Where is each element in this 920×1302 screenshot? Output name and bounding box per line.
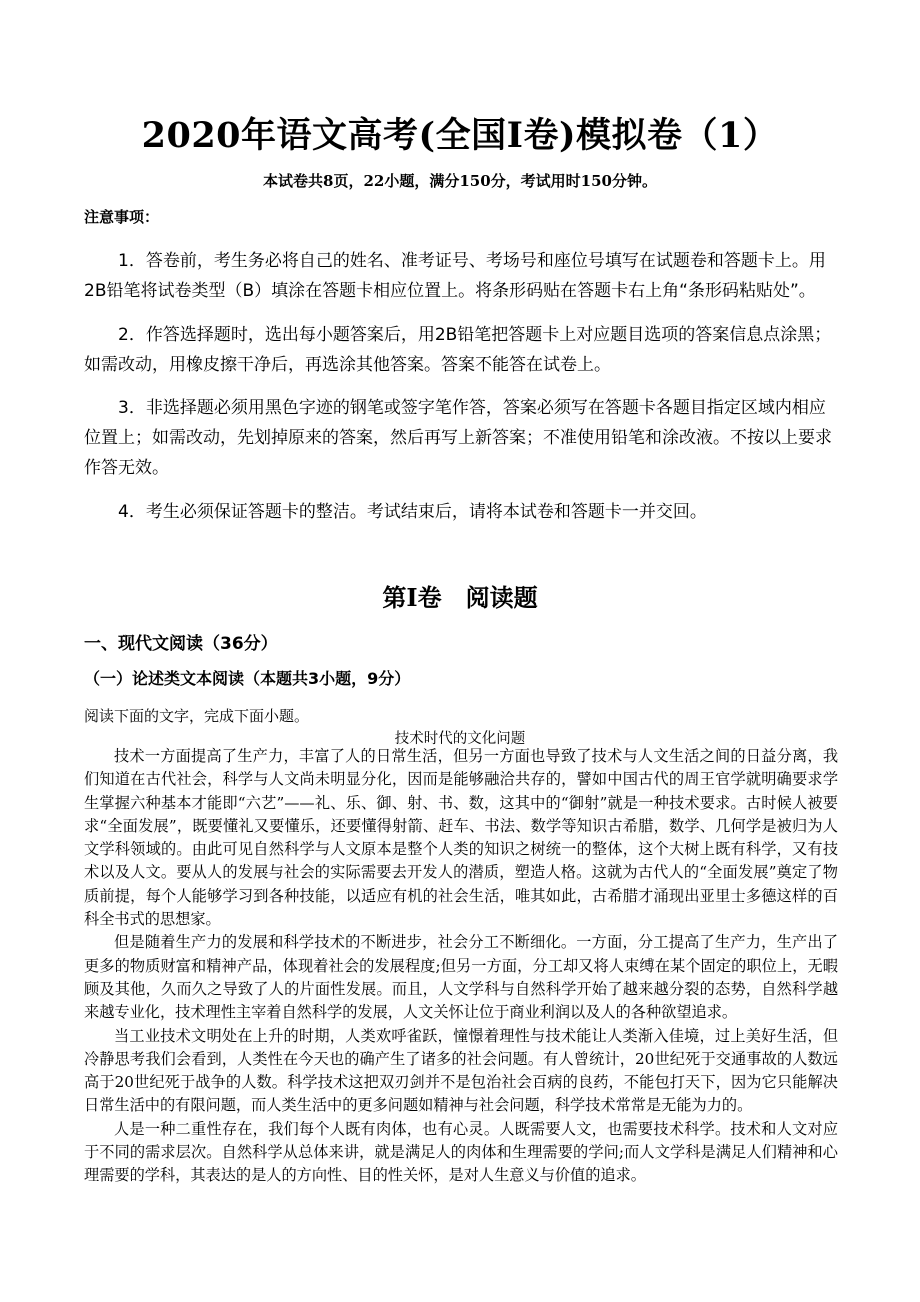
article-paragraph: 技术一方面提高了生产力，丰富了人的日常生活，但另一方面也导致了技术与人文生活之间的日益分离，我们知道在古代社会，科学与人文尚未明显分化，因而是能够融洽共存的，譬如中国古代的周王官学就明确要求学生掌握六种基本才能即“六艺”——礼、乐、御、射、书、数，这其中的“御射”就是一种技术要求。古时候人被要求“全面发展”，既要懂礼又要懂乐，还要懂得射箭、赶车、书法、数学等知识古希腊，数学、几何学是被归为人文学科领域的。由此可见自然科学与人文原本是整个人类的知识之树统一的整体，这个大树上既有科学，又有技术以及人文。要从人的发展与社会的实际需要去开发人的潜质，塑造人格。这就为古代人的“全面发展”奠定了物质前提，每个人能够学习到各种技能，以适应有机的社会生活，唯其如此，古希腊才涌现出亚里士多德这样的百科全书式的思想家。 [84,747,838,929]
article-title: 技术时代的文化问题 [394,731,526,747]
part-title: 第Ⅰ卷 阅读题 [382,583,538,612]
article-paragraph: 当工业技术文明处在上升的时期，人类欢呼雀跃，憧憬着理性与技术能让人类渐入佳境，过上美好生活，但冷静思考我们会看到，人类性在今天也的确产生了诸多的社会问题。有人曾统计，20世纪死于交通事故的人数远高于20世纪死于战争的人数。科学技术这把双刃剑并不是包治社会百病的良药，不能包打天下，因为它只能解决日常生活中的有限问题，而人类生活中的更多问题如精神与社会问题，科学技术常常是无能为力的。 [84,1026,838,1115]
notice-item: 1．答卷前，考生务必将自己的姓名、准考证号、考场号和座位号填写在试题卷和答题卡上。用2B铅笔将试卷类型（B）填涂在答题卡相应位置上。将条形码贴在答题卡右上角“条形码粘贴处”。 [84,251,826,301]
article-body [84,745,838,1188]
exam-title: 2020年语文高考(全国Ⅰ卷)模拟卷（1） [141,115,779,156]
notice-item: 3．非选择题必须用黑色字迹的钢笔或签字笔作答，答案必须写在答题卡各题目指定区域内相应位置上；如需改动，先划掉原来的答案，然后再写上新答案；不准使用铅笔和涂改液。不按以上要求作答无效。 [84,398,832,478]
article-paragraph: 但是随着生产力的发展和科学技术的不断进步，社会分工不断细化。一方面，分工提高了生产力，生产出了更多的物质财富和精神产品，体现着社会的发展程度;但另一方面，分工却又将人束缚在某个固定的职位上，无暇顾及其他，久而久之导致了人的片面性发展。而且，人文学科与自然科学开始了越来越分裂的态势，自然科学越来越专业化，技术理性主宰着自然科学的发展，人文关怀让位于商业利润以及人的各种欲望追求。 [84,933,838,1022]
notice-heading: 注意事项： [84,208,160,226]
notice-item: 2．作答选择题时，选出每小题答案后，用2B铅笔把答题卡上对应题目选项的答案信息点涂黑；如需改动，用橡皮擦干净后，再选涂其他答案。答案不能答在试卷上。 [84,325,832,375]
sub-heading: （一）论述类文本阅读（本题共3小题，9分） [84,669,411,688]
reading-instruction: 阅读下面的文字，完成下面小题。 [84,707,310,725]
article-paragraph: 人是一种二重性存在，我们每个人既有肉体，也有心灵。人既需要人文，也需要技术科学。技术和人文对应于不同的需求层次。自然科学从总体来讲，就是满足人的肉体和生理需要的学问;而人文学科是满足人们精神和心理需要的学科，其表达的是人的方向性、目的性关怀，是对人生意义与价值的追求。 [84,1119,838,1185]
exam-subtitle: 本试卷共8页，22小题，满分150分，考试用时150分钟。 [263,172,657,190]
section-heading: 一、现代文阅读（36分） [84,634,278,654]
notice-item: 4．考生必须保证答题卡的整洁。考试结束后，请将本试卷和答题卡一并交回。 [118,502,707,522]
